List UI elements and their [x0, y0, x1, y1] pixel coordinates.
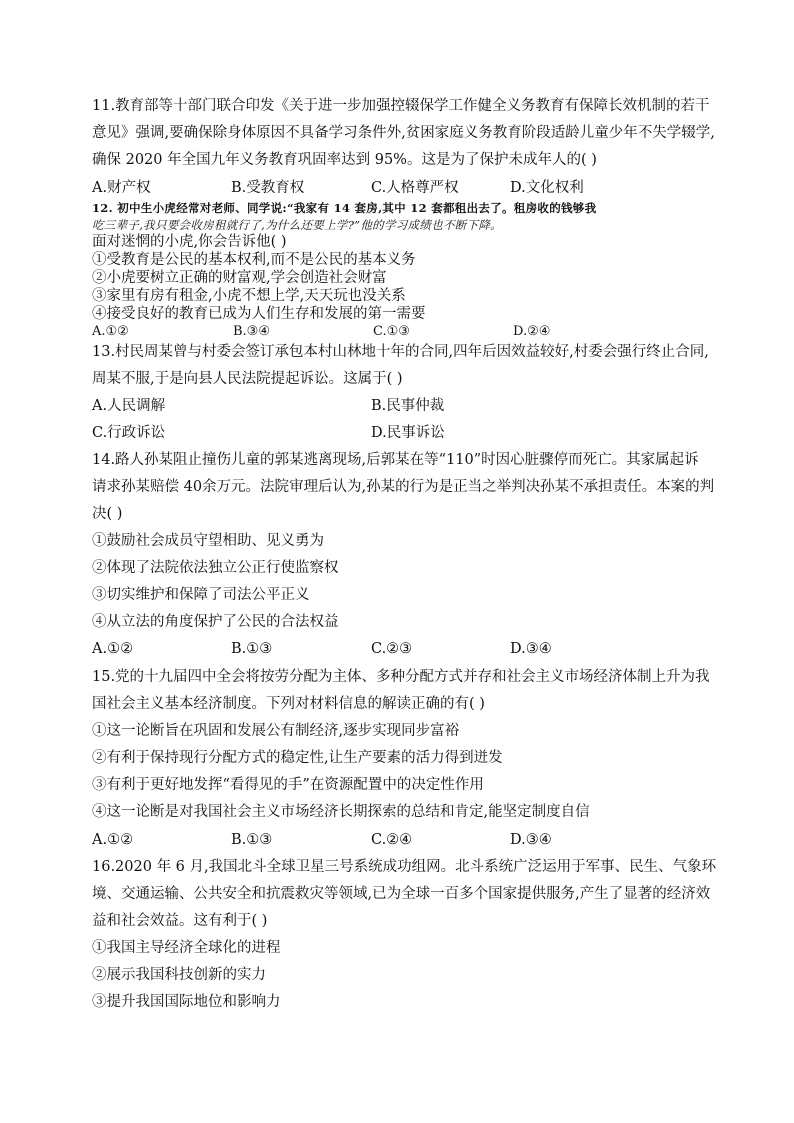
q12-option-b: B.③④ — [233, 324, 270, 339]
q16-item-2: ②展示我国科技创新的实力 — [92, 967, 266, 983]
q15-option-a: A.①② — [92, 832, 134, 848]
q13-stem-line-1: 13.村民周某曾与村委会签订承包本村山林地十年的合同,四年后因效益较好,村委会强行终止合同, — [92, 344, 709, 360]
q16-stem-line-3: 益和社会效益。这有利于( ) — [92, 913, 268, 929]
q11-option-c: C.人格尊严权 — [371, 180, 459, 196]
q11-option-a: A.财产权 — [92, 180, 151, 196]
q15-item-2: ②有利于保持现行分配方式的稳定性,让生产要素的活力得到迸发 — [92, 750, 503, 766]
q13-option-a: A.人民调解 — [92, 398, 166, 414]
q11-stem-line-3: 确保 2020 年全国九年义务教育巩固率达到 95%。这是为了保护未成年人的( ) — [92, 152, 597, 168]
q14-option-c: C.②③ — [371, 641, 413, 657]
q12-stem-line-2: 吃三辈子,我只要会收房租就行了,为什么还要上学?”他的学习成绩也不断下降。 — [92, 218, 502, 232]
q13-option-d: D.民事诉讼 — [371, 425, 445, 441]
q12-item-3: ③家里有房有租金,小虎不想上学,天天玩也没关系 — [92, 288, 406, 304]
q13-option-b: B.民事仲裁 — [371, 398, 445, 414]
q11-stem-line-1: 11.教育部等十部门联合印发《关于进一步加强控辍保学工作健全义务教育有保障长效机制的若干 — [92, 98, 710, 114]
q14-option-a: A.①② — [92, 641, 134, 657]
q12-item-4: ④接受良好的教育已成为人们生存和发展的第一需要 — [92, 306, 426, 322]
q16-item-3: ③提升我国国际地位和影响力 — [92, 994, 281, 1010]
q14-item-2: ②体现了法院依法独立公正行使监察权 — [92, 560, 339, 576]
q14-stem-line-2: 请求孙某赔偿 40余万元。法院审理后认为,孙某的行为是正当之举判决孙某不承担责任。本案的判 — [92, 479, 715, 495]
q11-option-d: D.文化权利 — [510, 180, 584, 196]
q14-item-3: ③切实维护和保障了司法公平正义 — [92, 587, 310, 603]
q11-option-b: B.受教育权 — [231, 180, 305, 196]
q15-item-1: ①这一论断旨在巩固和发展公有制经济,逐步实现同步富裕 — [92, 723, 460, 739]
q14-stem-line-1: 14.路人孙某阻止撞伤儿童的郭某逃离现场,后郭某在等“110”时因心脏骤停而死亡。其家属起诉 — [92, 452, 699, 468]
q15-option-d: D.③④ — [510, 832, 552, 848]
q12-option-a: A.①② — [92, 324, 129, 339]
q15-stem-line-2: 国社会主义基本经济制度。下列对材料信息的解读正确的有( ) — [92, 696, 485, 712]
q12-item-2: ②小虎要树立正确的财富观,学会创造社会财富 — [92, 270, 387, 286]
q12-item-1: ①受教育是公民的基本权利,而不是公民的基本义务 — [92, 252, 416, 268]
q12-stem-line-3: 面对迷惘的小虎,你会告诉他( ) — [92, 234, 287, 250]
q13-option-c: C.行政诉讼 — [92, 425, 166, 441]
q13-stem-line-2: 周某不服,于是向县人民法院提起诉讼。这属于( ) — [92, 371, 403, 387]
q16-stem-line-1: 16.2020 年 6 月,我国北斗全球卫星三号系统成功组网。北斗系统广泛运用于军事、民生、气象环 — [92, 859, 717, 875]
q12-option-d: D.②④ — [513, 324, 551, 339]
q15-stem-line-1: 15.党的十九届四中全会将按劳分配为主体、多种分配方式并存和社会主义市场经济体制上升为我 — [92, 669, 710, 685]
q15-option-b: B.①③ — [231, 832, 273, 848]
q15-item-3: ③有利于更好地发挥“看得见的手”在资源配置中的决定性作用 — [92, 777, 484, 793]
q15-item-4: ④这一论断是对我国社会主义市场经济长期探索的总结和肯定,能坚定制度自信 — [92, 804, 590, 820]
q15-option-c: C.②④ — [371, 832, 413, 848]
q14-item-4: ④从立法的角度保护了公民的合法权益 — [92, 614, 339, 630]
q14-option-d: D.③④ — [510, 641, 552, 657]
q12-option-c: C.①③ — [373, 324, 410, 339]
q12-stem-line-1: 12. 初中生小虎经常对老师、同学说:“我家有 14 套房,其中 12 套都租出去了。租房收的钱够我 — [92, 201, 597, 215]
q14-option-b: B.①③ — [231, 641, 273, 657]
q16-item-1: ①我国主导经济全球化的进程 — [92, 940, 281, 956]
q14-stem-line-3: 决( ) — [92, 506, 123, 522]
q14-item-1: ①鼓励社会成员守望相助、见义勇为 — [92, 533, 324, 549]
q16-stem-line-2: 境、交通运输、公共安全和抗震救灾等领域,已为全球一百多个国家提供服务,产生了显著的经济效 — [92, 886, 711, 902]
q11-stem-line-2: 意见》强调,要确保除身体原因不具备学习条件外,贫困家庭义务教育阶段适龄儿童少年不失学辍学, — [92, 125, 715, 141]
